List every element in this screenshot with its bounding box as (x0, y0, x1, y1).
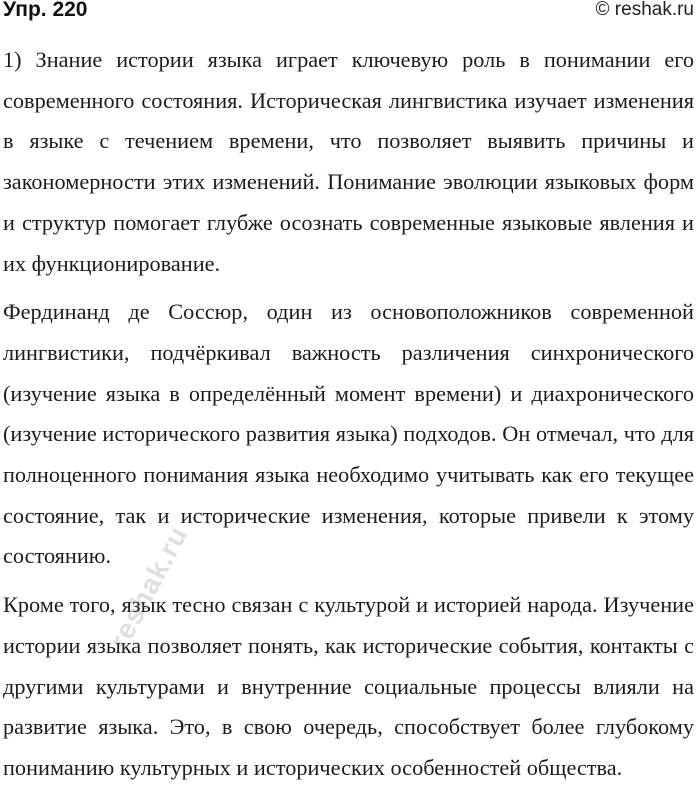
paragraph-3: Кроме того, язык тесно связан с культурой и историей народа. Изучение истории языка позволяет понять, как исторические события, контакты с другими культурами и внутренние социальные процессы влияли на развитие языка. Это, в свою очередь, способствует более глубокому пониманию культурных и исторических особенностей общества. (3, 592, 694, 780)
watermark: reshak.ru (103, 520, 194, 655)
exercise-title: Упр. 220 (3, 0, 88, 21)
page-header (3, 0, 694, 25)
answer-text (3, 40, 694, 797)
paragraph-1: 1) Знание истории языка играет ключевую роль в понимании его современного состояния. Историческая лингвистика изучает изменения в языке с течением времени, что позволяет выявить причины и закономерности этих изменений. Понимание эволюции языковых форм и структур помогает глубже осознать современные языковые явления и их функционирование. (3, 47, 694, 276)
paragraph-2: Фердинанд де Соссюр, один из основоположников современной лингвистики, подчёркивал важность различения синхронического (изучение языка в определённый момент времени) и диахронического (изучение исторического развития языка) подходов. Он отмечал, что для полноценного понимания языка необходимо учитывать как его текущее состояние, так и исторические изменения, которые привели к этому состоянию. (3, 299, 694, 569)
site-credit: © reshak.ru (595, 0, 694, 20)
